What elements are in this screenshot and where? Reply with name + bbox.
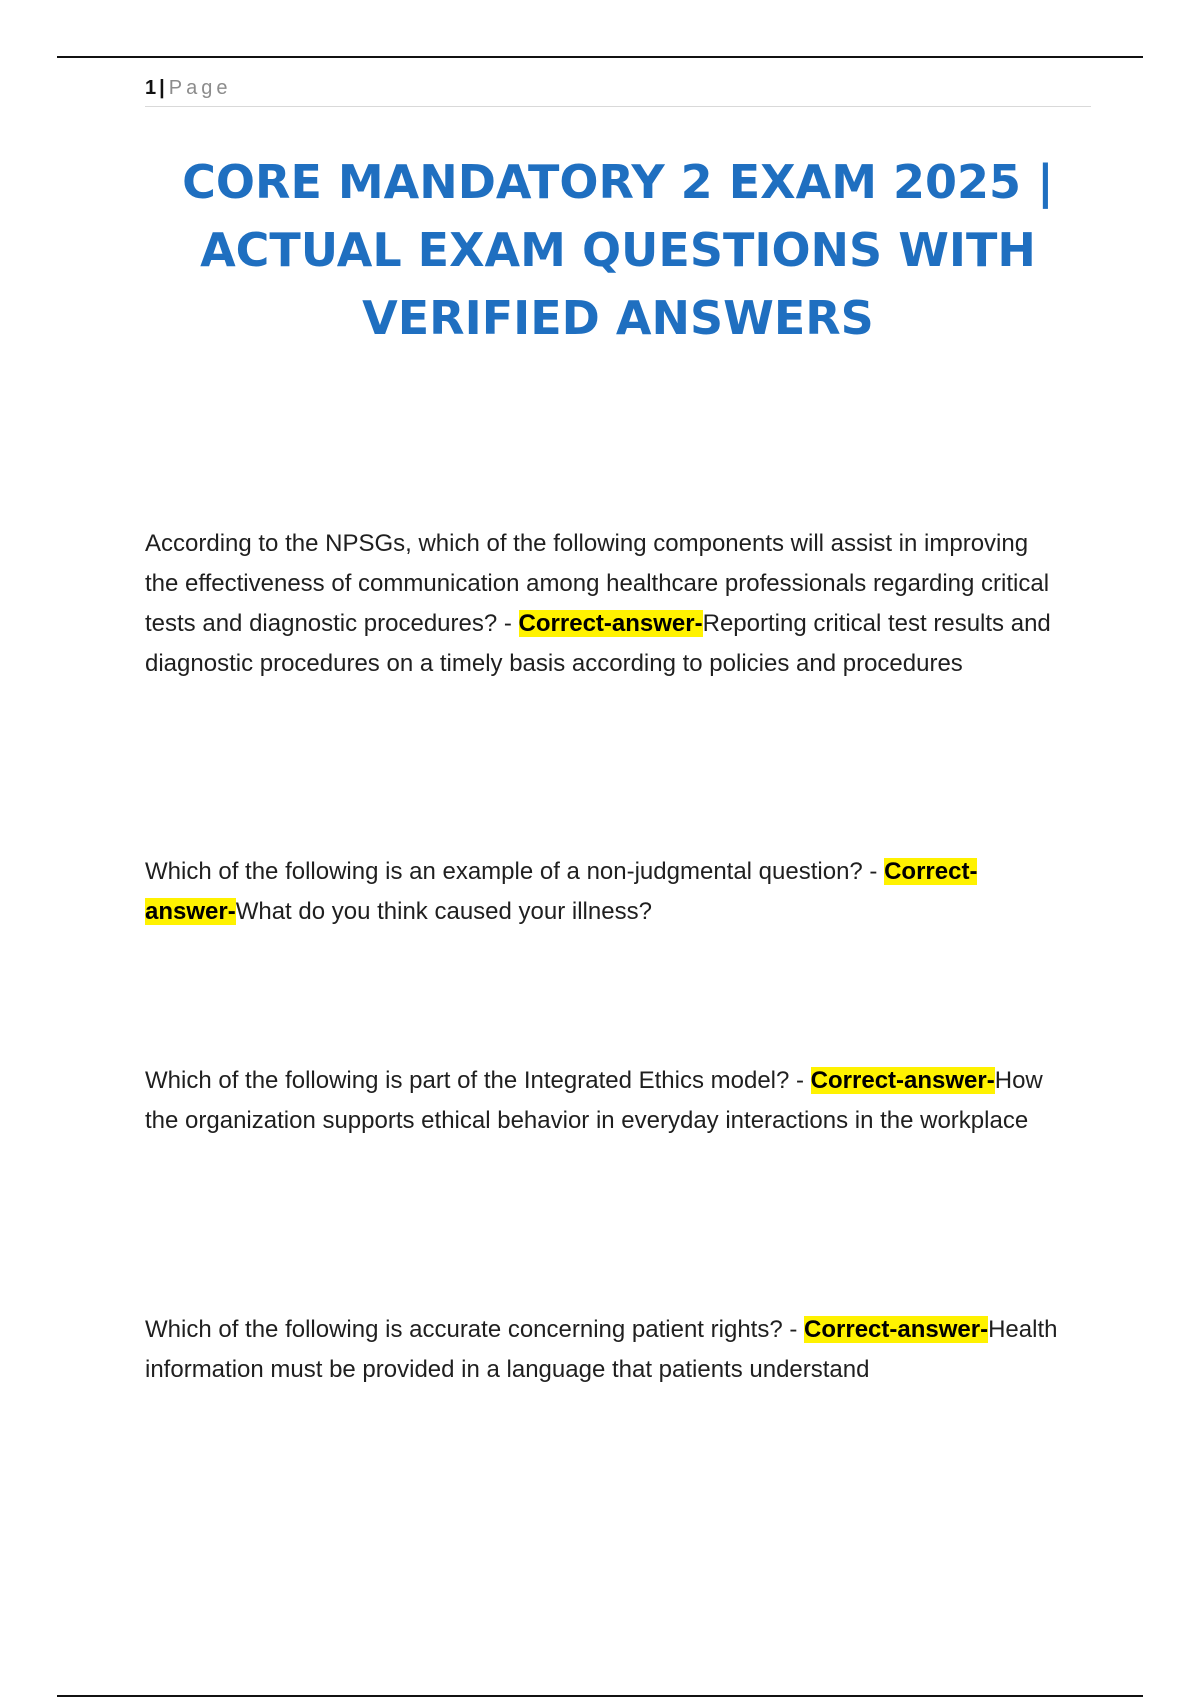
answer-text: How the organization supports ethical behavior in everyday interactions in the workplace	[145, 1067, 1043, 1134]
question-block	[145, 1061, 1065, 1141]
top-rule	[57, 56, 1143, 58]
correct-answer-marker: Correct-answer-	[810, 1067, 995, 1094]
correct-answer-marker: Correct-answer-	[518, 610, 703, 637]
question-block	[145, 524, 1065, 684]
page-separator: |	[159, 77, 165, 99]
question-text: Which of the following is an example of a non-judgmental question? -	[145, 858, 885, 885]
page-header	[145, 76, 1091, 107]
question-text: Which of the following is accurate concerning patient rights? -	[145, 1316, 805, 1343]
question-text: According to the NPSGs, which of the following components will assist in improving the effectiveness of communication among healthcare professionals regarding critical tests and diagnostic procedures? -	[145, 530, 1050, 637]
page-number: 1	[145, 77, 157, 99]
correct-answer-marker: Correct-answer-	[145, 858, 978, 925]
answer-text: Health information must be provided in a language that patients understand	[145, 1316, 1058, 1383]
correct-answer-marker: Correct-answer-	[804, 1316, 989, 1343]
question-block	[145, 1310, 1065, 1390]
answer-text: What do you think caused your illness?	[235, 898, 652, 925]
document-title: CORE MANDATORY 2 EXAM 2025 | ACTUAL EXAM QUESTIONS WITH VERIFIED ANSWERS	[182, 155, 1054, 345]
question-block	[145, 852, 1065, 932]
bottom-rule	[57, 1695, 1143, 1697]
question-text: Which of the following is part of the Integrated Ethics model? -	[145, 1067, 811, 1094]
page-label: Page	[168, 77, 232, 99]
answer-text: Reporting critical test results and diagnostic procedures on a timely basis according to policies and procedures	[145, 610, 1051, 677]
